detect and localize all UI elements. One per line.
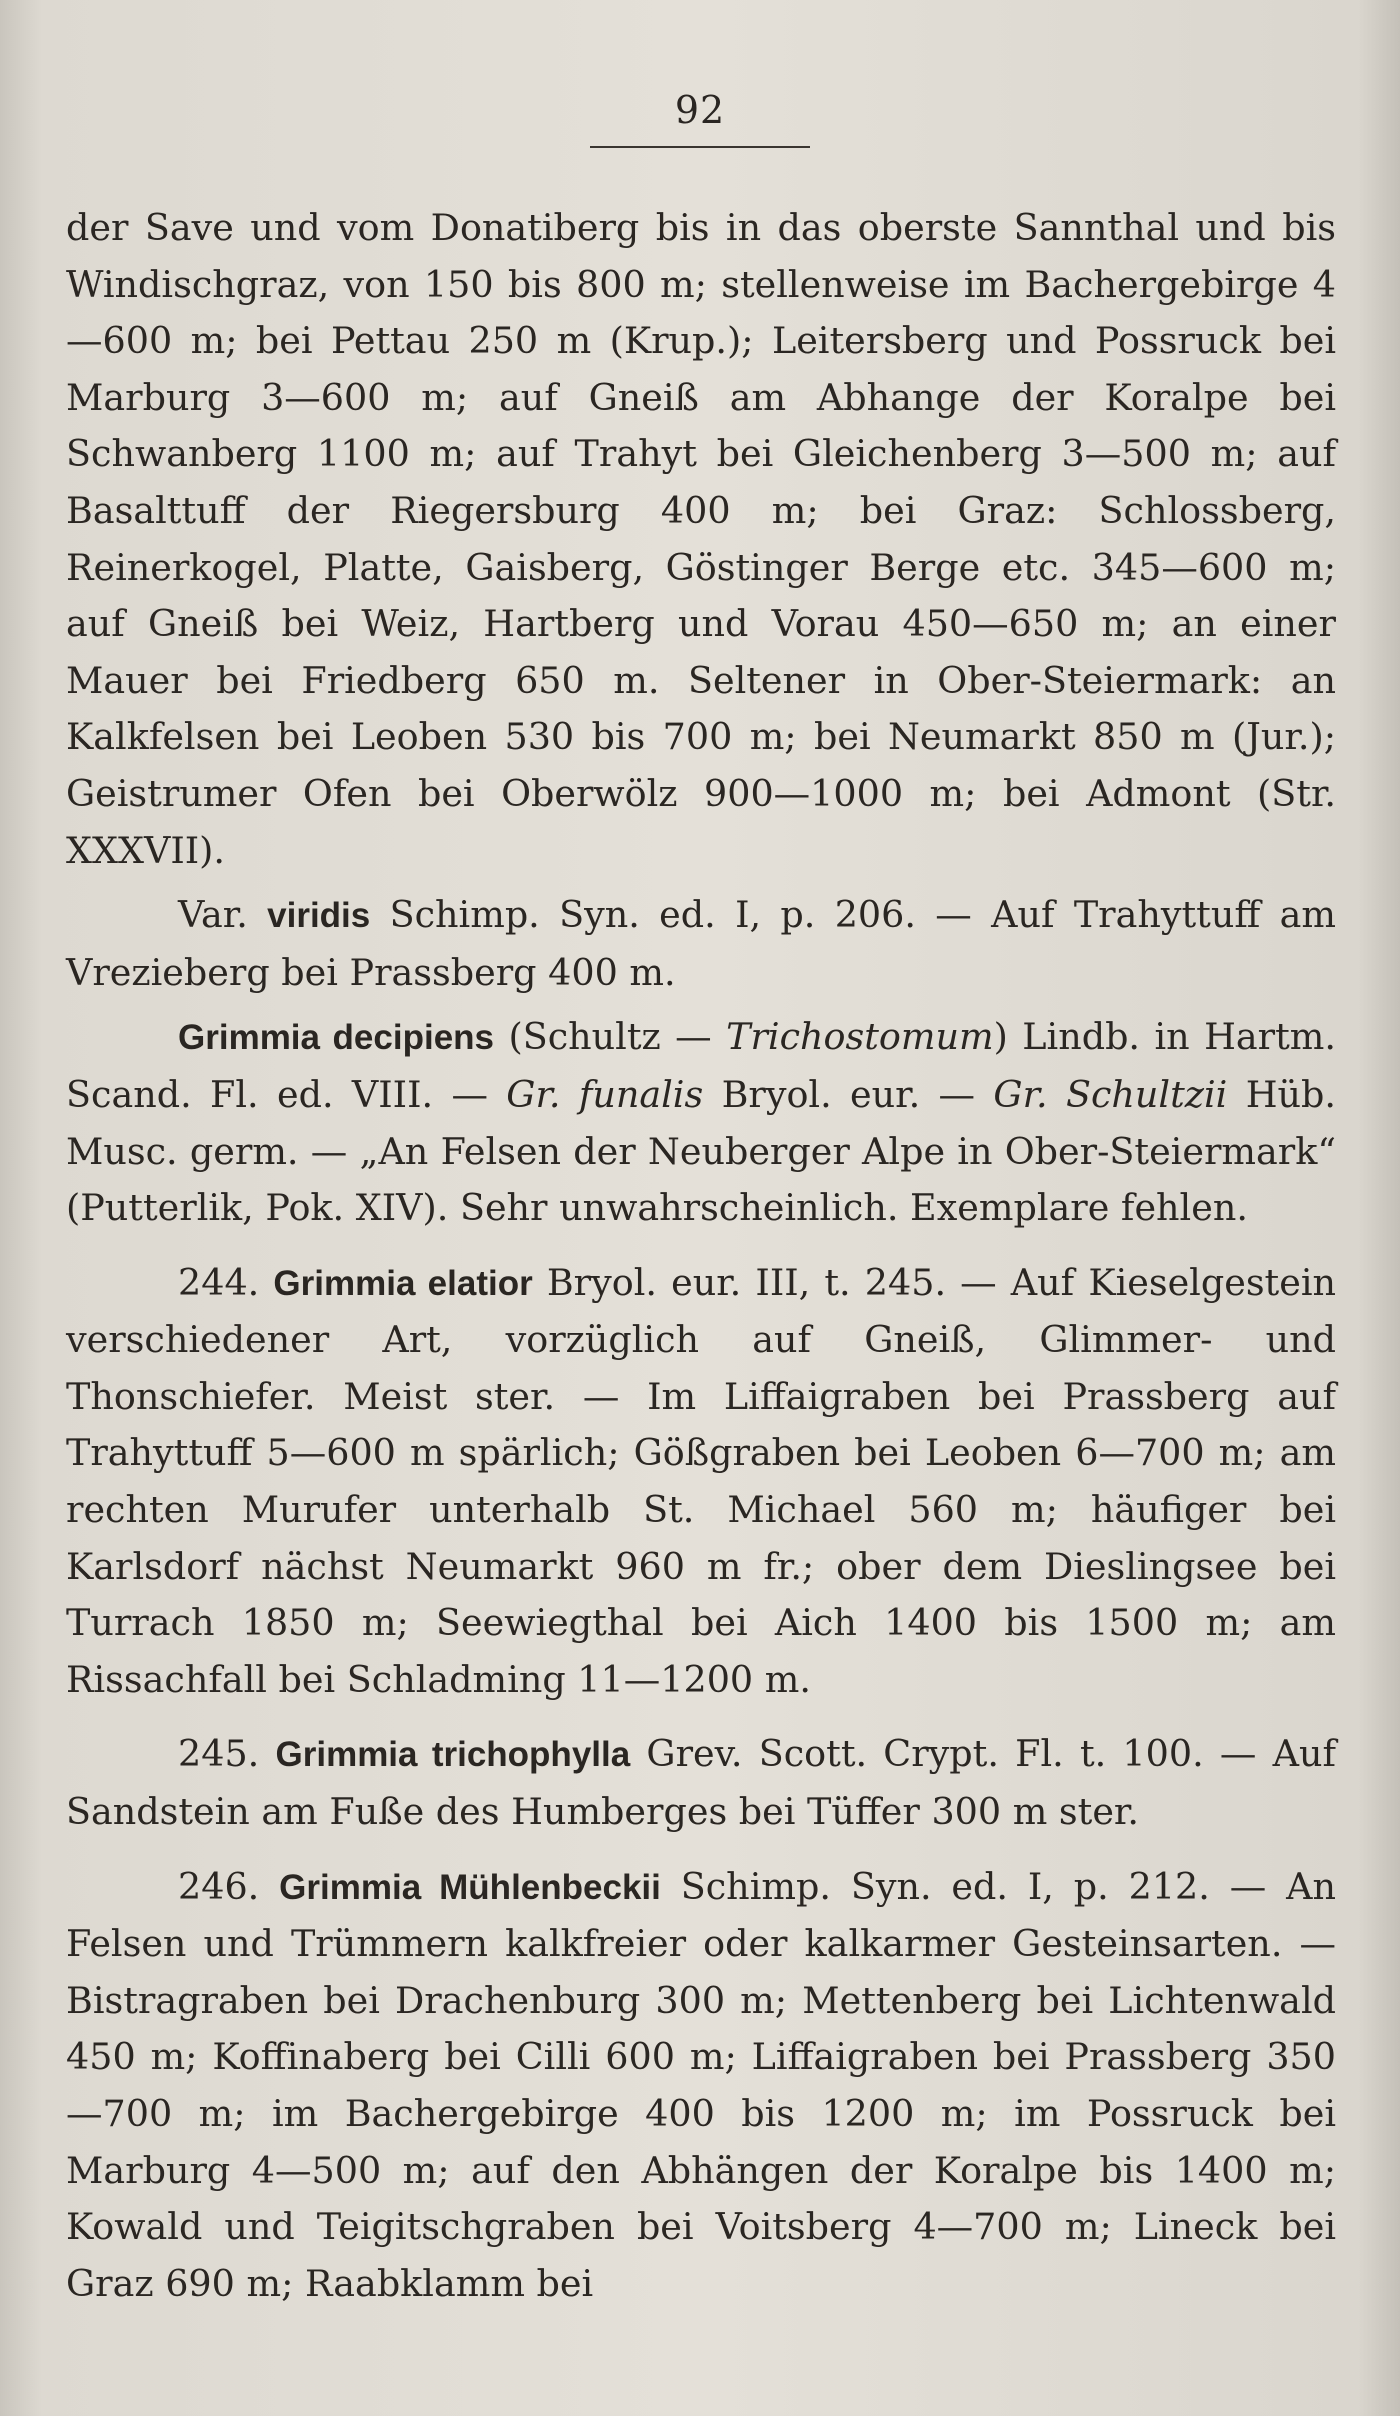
paragraph-text: Bryol. eur. III, t. 245. — Auf Kieselgestein verschiedener Art, vorzüglich auf Gneiß, Glimmer- und Thonschiefer. Meist ster. — Im Liffaigraben bei Prassberg auf Trahyttuff 5—600 m spärlich; Gößgraben bei Leoben 6—700 m; am rechten Murufer unterhalb St. Michael 560 m; häufiger bei Karlsdorf nächst Neumarkt 960 m fr.; ober dem Dieslingsee bei Turrach 1850 m; Seewiegthal bei Aich 1400 bis 1500 m; am Rissachfall bei Schladming 11—1200 m. <box>66 1260 1337 1701</box>
entry-number: 245. <box>178 1732 260 1776</box>
paragraph-text: Schimp. Syn. ed. I, p. 206. — Auf Trahyttuff am Vrezieberg bei Prassberg 400 m. <box>66 893 1336 994</box>
paragraph-text: Grev. Scott. Crypt. Fl. t. 100. — Auf Sandstein am Fuße des Humberges bei Tüffer 300 m ster. <box>66 1732 1336 1834</box>
species-name: Grimmia Mühlenbeckii <box>279 1867 661 1907</box>
paragraph-text: der Save und vom Donatiberg bis in das oberste Sannthal und bis Windischgraz, von 150 bis 800 m; stellenweise im Bachergebirge 4—600 m; bei Pettau 250 m (Krup.); Leitersberg und Possruck bei Marburg 3—600 m; auf Gneiß am Abhange der Koralpe bei Schwanberg 1100 m; auf Trahyt bei Gleichenberg 3—500 m; auf Basalttuff der Riegersburg 400 m; bei Graz: Schlossberg, Reinerkogel, Platte, Gaisberg, Göstinger Berge etc. 345—600 m; auf Gneiß bei Weiz, Hartberg und Vorau 450—650 m; an einer Mauer bei Friedberg 650 m. Seltener in Ober-Steiermark: an Kalkfelsen bei Leoben 530 bis 700 m; bei Neumarkt 850 m (Jur.); Geistrumer Ofen bei Oberwölz 900—1000 m; bei Admont (Str. XXXVII). <box>66 206 1336 872</box>
paragraph-245 <box>66 1726 1336 1840</box>
paragraph-var-viridis <box>66 887 1336 1001</box>
header-rule <box>590 146 810 148</box>
synonym-italic: Gr. Schultzii <box>993 1072 1228 1116</box>
paragraph-text: Bryol. eur. — <box>703 1072 994 1116</box>
paragraph-244 <box>66 1255 1336 1709</box>
species-name: Grimmia elatior <box>273 1263 533 1303</box>
paragraph-246 <box>66 1859 1336 2313</box>
page-body <box>66 200 1336 2312</box>
paragraph-continuation <box>66 200 1336 879</box>
species-name: viridis <box>267 896 371 936</box>
spacer <box>66 879 1336 887</box>
spacer <box>66 1001 1336 1009</box>
paragraph-text: (Schultz — <box>508 1015 727 1059</box>
variety-prefix: Var. <box>178 893 248 937</box>
species-name: Grimmia decipiens <box>178 1018 495 1058</box>
synonym-italic: Gr. funalis <box>506 1072 704 1116</box>
paragraph-decipiens <box>66 1009 1336 1236</box>
spacer <box>66 1237 1336 1255</box>
spacer <box>66 1708 1336 1726</box>
spacer <box>66 1841 1336 1859</box>
synonym-italic: Trichostomum <box>726 1015 994 1059</box>
entry-number: 246. <box>178 1864 260 1908</box>
paragraph-text: Hüb. Musc. germ. — „An Felsen der Neuberger Alpe in Ober-Steiermark“ (Putterlik, Pok. XIV). Sehr unwahrscheinlich. Exemplare fehlen. <box>66 1072 1336 1230</box>
species-name: Grimmia trichophylla <box>275 1735 631 1775</box>
paragraph-text: Schimp. Syn. ed. I, p. 212. — An Felsen und Trümmern kalkfreier oder kalkarmer Gesteinsarten. — Bistragraben bei Drachenburg 300 m; Mettenberg bei Lichtenwald 450 m; Koffinaberg bei Cilli 600 m; Liffaigraben bei Prassberg 350—700 m; im Bachergebirge 400 bis 1200 m; im Possruck bei Marburg 4—500 m; auf den Abhängen der Koralpe bis 1400 m; Kowald und Teigitschgraben bei Voitsberg 4—700 m; Lineck bei Graz 690 m; Raabklamm bei <box>66 1864 1336 2305</box>
paragraph-text: ) Lindb. in Hartm. Scand. Fl. ed. VIII. — <box>66 1015 1337 1116</box>
page-number: 92 <box>674 88 726 132</box>
entry-number: 244. <box>178 1260 260 1304</box>
